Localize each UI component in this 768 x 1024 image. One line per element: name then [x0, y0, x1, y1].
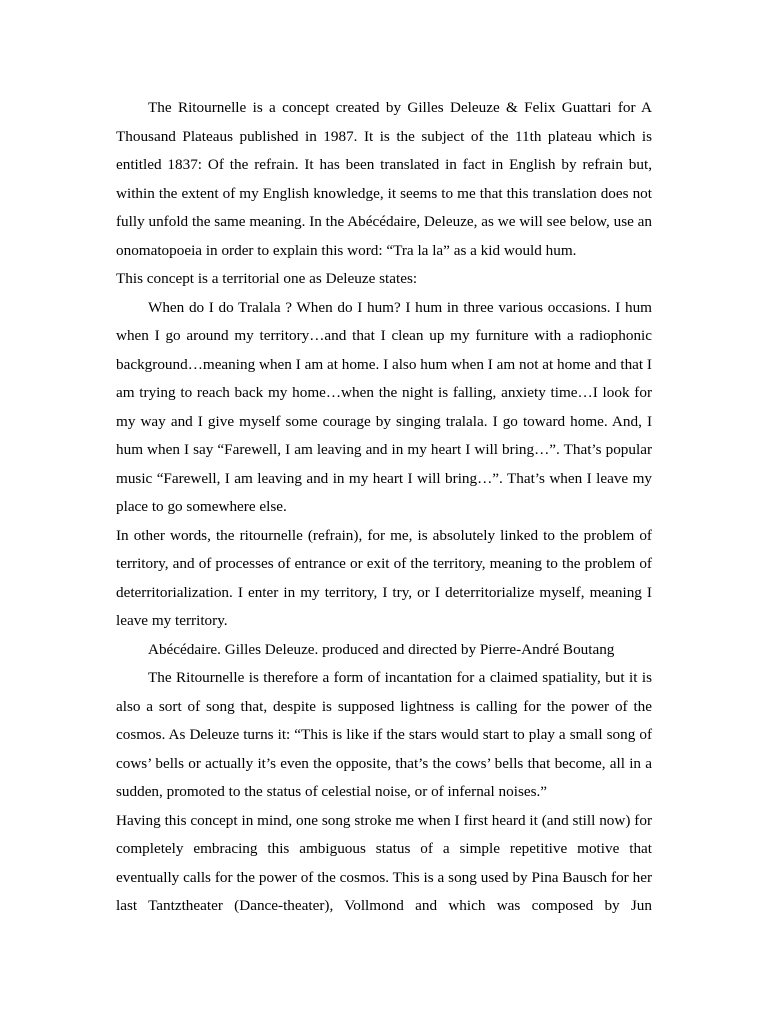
paragraph-incantation: The Ritournelle is therefore a form of incantation for a claimed spatiality, but it is also a sort of song that, despite is supposed lightness is calling for the power of the cosmos. As Deleuze turns it: “This is like if the stars would start to play a small song of cows’ bells or actually it’s even the opposite, that’s the cows’ bells that become, all in a sudden, promoted to the status of celestial noise, or of infernal noises.”: [116, 669, 652, 800]
document-page: [116, 94, 652, 921]
paragraph-deleuze-quote-continued: In other words, the ritournelle (refrain), for me, is absolutely linked to the problem of territory, and of processes of entrance or exit of the territory, meaning to the problem of deterritorialization. I enter in my territory, I try, or I deterritorialize myself, meaning I leave my territory.: [116, 526, 652, 629]
paragraph-ritournelle-intro: The Ritournelle is a concept created by Gilles Deleuze & Felix Guattari for A Thousand Plateaus published in 1987. It is the subject of the 11th plateau which is entitled 1837: Of the refrain. It has been translated in fact in English by refrain but, within the extent of my English knowledge, it seems to me that this translation does not fully unfold the same meaning. In the Abécédaire, Deleuze, as we will see below, use an onomatopoeia in order to explain this word: “Tra la la” as a kid would hum.: [116, 99, 652, 259]
paragraph-citation: Abécédaire. Gilles Deleuze. produced and directed by Pierre-André Boutang: [148, 640, 615, 658]
paragraph-deleuze-quote: When do I do Tralala ? When do I hum? I hum in three various occasions. I hum when I go around my territory…and that I clean up my furniture with a radiophonic background…meaning when I am at home. I also hum when I am not at home and that I am trying to reach back my home…when the night is falling, anxiety time…I look for my way and I give myself some courage by singing tralala. I go toward home. And, I hum when I say “Farewell, I am leaving and in my heart I will bring…”. That’s popular music “Farewell, I am leaving and in my heart I will bring…”. That’s when I leave my place to go somewhere else.: [116, 298, 652, 515]
paragraph-territorial-intro: This concept is a territorial one as Deleuze states:: [116, 270, 418, 287]
paragraph-song: Having this concept in mind, one song stroke me when I first heard it (and still now) for completely embracing this ambiguous status of a simple repetitive motive that eventually calls for the power of the cosmos. This is a song used by Pina Bausch for her last Tantztheater (Dance-theater), Vollmond and which was composed by Jun: [116, 811, 652, 914]
